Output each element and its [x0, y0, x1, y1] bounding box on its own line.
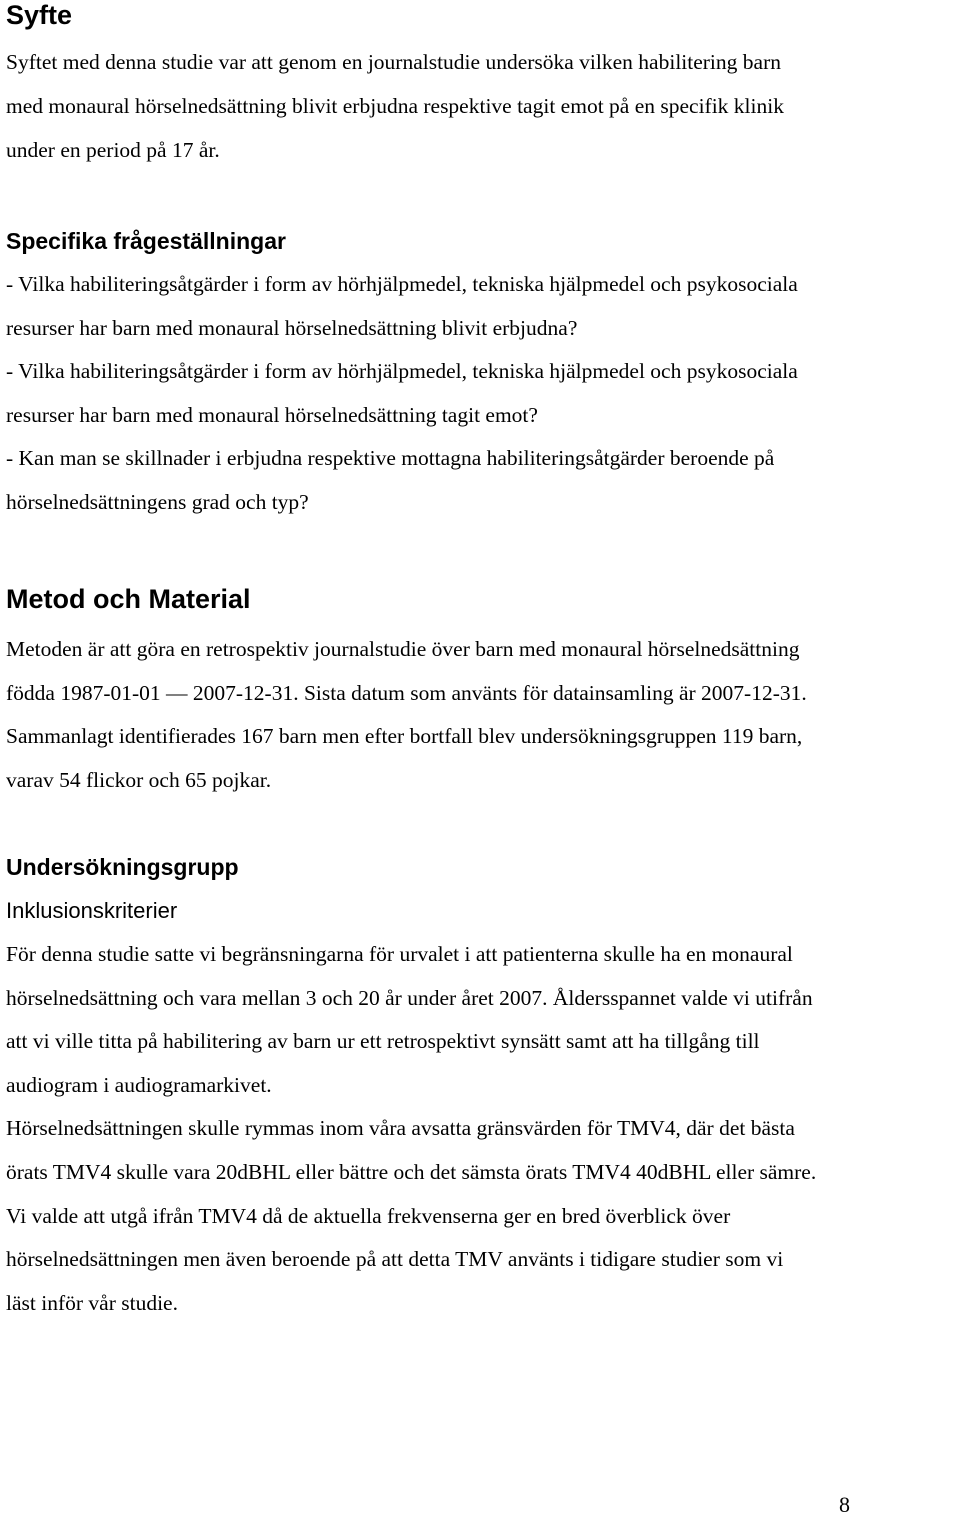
fragestallningar-body — [6, 263, 798, 525]
inklusionskriterier — [6, 897, 177, 925]
criteria-line: Hörselnedsättningen skulle rymmas inom våra avsatta gränsvärden för TMV4, där det bästa — [6, 1116, 795, 1141]
inklusionskriterier-heading: Inklusionskriterier — [6, 898, 178, 923]
metod-body — [6, 628, 807, 802]
metod-line: varav 54 flickor och 65 pojkar. — [6, 767, 272, 792]
criteria-line: För denna studie satte vi begränsningarna för urvalet i att patienterna skulle ha en monaural — [6, 942, 793, 966]
section-undersokningsgrupp — [6, 853, 239, 881]
metod-line: födda 1987-01-01 — 2007-12-31. Sista datum som använts för datainsamling är 2007-12-31. — [6, 680, 807, 705]
metod-heading: Metod och Material — [6, 584, 251, 614]
question-line: resurser har barn med monaural hörselnedsättning blivit erbjudna? — [6, 315, 578, 340]
syfte-line: med monaural hörselnedsättning blivit erbjudna respektive tagit emot på en specifik klinik — [6, 94, 784, 118]
criteria-line: att vi ville titta på habilitering av barn ur ett retrospektivt synsätt samt att ha tillgång till — [6, 1029, 760, 1054]
question-line: resurser har barn med monaural hörselnedsättning tagit emot? — [6, 402, 538, 427]
criteria-line: örats TMV4 skulle vara 20dBHL eller bättre och det sämsta örats TMV4 40dBHL eller sämre. — [6, 1159, 817, 1184]
criteria-line: läst inför vår studie. — [6, 1290, 178, 1315]
fragestallningar-heading: Specifika frågeställningar — [6, 228, 286, 254]
question-line: - Kan man se skillnader i erbjudna respektive mottagna habiliteringsåtgärder beroende på — [6, 446, 775, 471]
question-line: - Vilka habiliteringsåtgärder i form av hörhjälpmedel, tekniska hjälpmedel och psykosociala — [6, 359, 798, 384]
criteria-line: audiogram i audiogramarkivet. — [6, 1072, 272, 1097]
syfte-line: Syftet med denna studie var att genom en journalstudie undersöka vilken habilitering barn — [6, 50, 781, 74]
undersokningsgrupp-body — [6, 933, 816, 1325]
syfte-body — [6, 40, 784, 172]
section-syfte — [6, 0, 72, 30]
criteria-line: Vi valde att utgå ifrån TMV4 då de aktuella frekvenserna ger en bred överblick över — [6, 1203, 731, 1228]
syfte-line: under en period på 17 år. — [6, 138, 220, 162]
undersokningsgrupp-heading: Undersökningsgrupp — [6, 854, 239, 880]
syfte-heading: Syfte — [6, 0, 73, 30]
criteria-line: hörselnedsättning och vara mellan 3 och 20 år under året 2007. Åldersspannet valde vi utifrån — [6, 985, 813, 1010]
metod-line: Metoden är att göra en retrospektiv journalstudie över barn med monaural hörselnedsättning — [6, 637, 800, 661]
question-line: - Vilka habiliteringsåtgärder i form av hörhjälpmedel, tekniska hjälpmedel och psykosociala — [6, 272, 798, 296]
metod-line: Sammanlagt identifierades 167 barn men efter bortfall blev undersökningsgruppen 119 barn, — [6, 724, 803, 749]
criteria-line: hörselnedsättningen men även beroende på att detta TMV använts i tidigare studier som vi — [6, 1247, 784, 1272]
section-fragestallningar — [6, 227, 286, 255]
page-number: 8 — [839, 1492, 850, 1517]
section-metod — [6, 584, 251, 614]
question-line: hörselnedsättningens grad och typ? — [6, 489, 309, 514]
